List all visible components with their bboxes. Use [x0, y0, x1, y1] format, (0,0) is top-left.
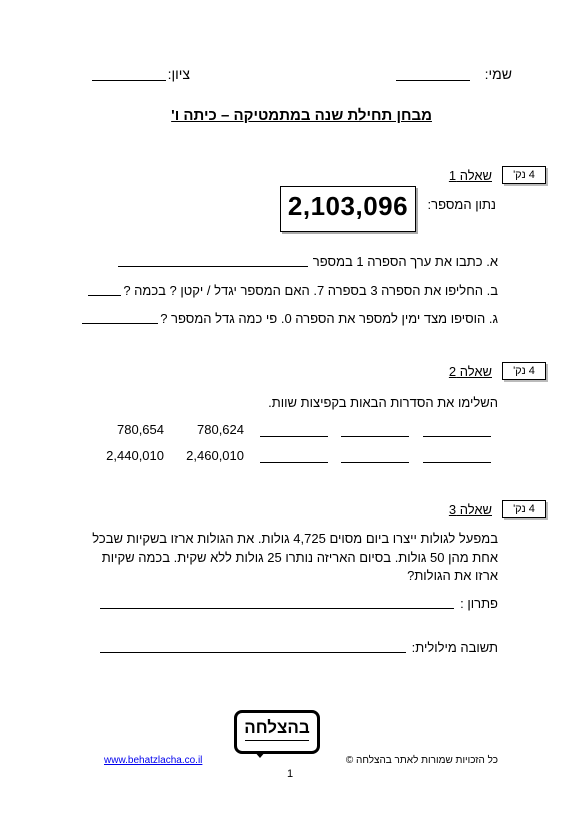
q2-points-box: 4 נק' [502, 362, 546, 380]
sequence-blank[interactable] [260, 436, 328, 437]
q3-answer-label: תשובה מילולית: [411, 640, 498, 655]
sequence-value: 780,624 [197, 422, 244, 437]
page-title: מבחן תחילת שנה במתמטיקה – כיתה ו' [171, 107, 432, 124]
q2-instruction: השלימו את הסדרות הבאות בקפיצות שוות. [268, 395, 498, 410]
grade-label: ציון: [167, 66, 190, 82]
q3-text-line: אחת מהן 50 גולות. בסיום האריזה נותרו 25 גולות ללא שקית. בכמה שקיות [101, 550, 498, 565]
behatzlacha-logo [234, 710, 320, 754]
name-field[interactable] [396, 80, 470, 81]
q1-given-label: נתון המספר: [427, 197, 496, 212]
q1-number-box: 2,103,096 [280, 186, 416, 232]
website-link[interactable]: www.behatzlacha.co.il [104, 755, 203, 766]
q1-part-b: ב. החליפו את הספרה 3 בספרה 7. האם המספר יגדל / יקטן ? בכמה ? [123, 283, 498, 298]
page-number: 1 [287, 768, 294, 780]
copyright-text: כל הזכויות שמורות לאתר בהצלחה © [345, 755, 498, 766]
q1-points-box: 4 נק' [502, 166, 546, 184]
logo-underline [245, 740, 309, 741]
logo-text: בהצלחה [244, 718, 310, 737]
q1-part-b-answer[interactable] [88, 295, 121, 296]
q3-text-line: ארזו את הגולות? [407, 568, 498, 583]
sequence-blank[interactable] [423, 462, 491, 463]
q3-text-line: במפעל לגולות ייצרו ביום מסוים 4,725 גולות. את הגולות ארזו בשקיות שבכל [92, 531, 498, 546]
q3-solution-label: פתרון : [460, 596, 498, 611]
sequence-value: 2,440,010 [106, 448, 164, 463]
grade-field[interactable] [92, 80, 166, 81]
logo-pointer [254, 751, 266, 758]
q3-points-box: 4 נק' [502, 500, 546, 518]
name-label: שמי: [484, 66, 512, 82]
q3-solution-field[interactable] [100, 608, 454, 609]
sequence-blank[interactable] [423, 436, 491, 437]
q1-part-a-answer[interactable] [118, 266, 308, 267]
q3-answer-field[interactable] [100, 652, 406, 653]
q3-label: שאלה 3 [448, 502, 492, 517]
sequence-value: 2,460,010 [186, 448, 244, 463]
q1-part-c: ג. הוסיפו מצד ימין למספר את הספרה 0. פי כמה גדל המספר ? [160, 311, 498, 326]
sequence-value: 780,654 [117, 422, 164, 437]
q1-part-a: א. כתבו את ערך הספרה 1 במספר [312, 254, 498, 269]
sequence-blank[interactable] [260, 462, 328, 463]
sequence-blank[interactable] [341, 462, 409, 463]
q2-label: שאלה 2 [448, 364, 492, 379]
q1-part-c-answer[interactable] [82, 323, 158, 324]
sequence-blank[interactable] [341, 436, 409, 437]
q1-label: שאלה 1 [448, 168, 492, 183]
